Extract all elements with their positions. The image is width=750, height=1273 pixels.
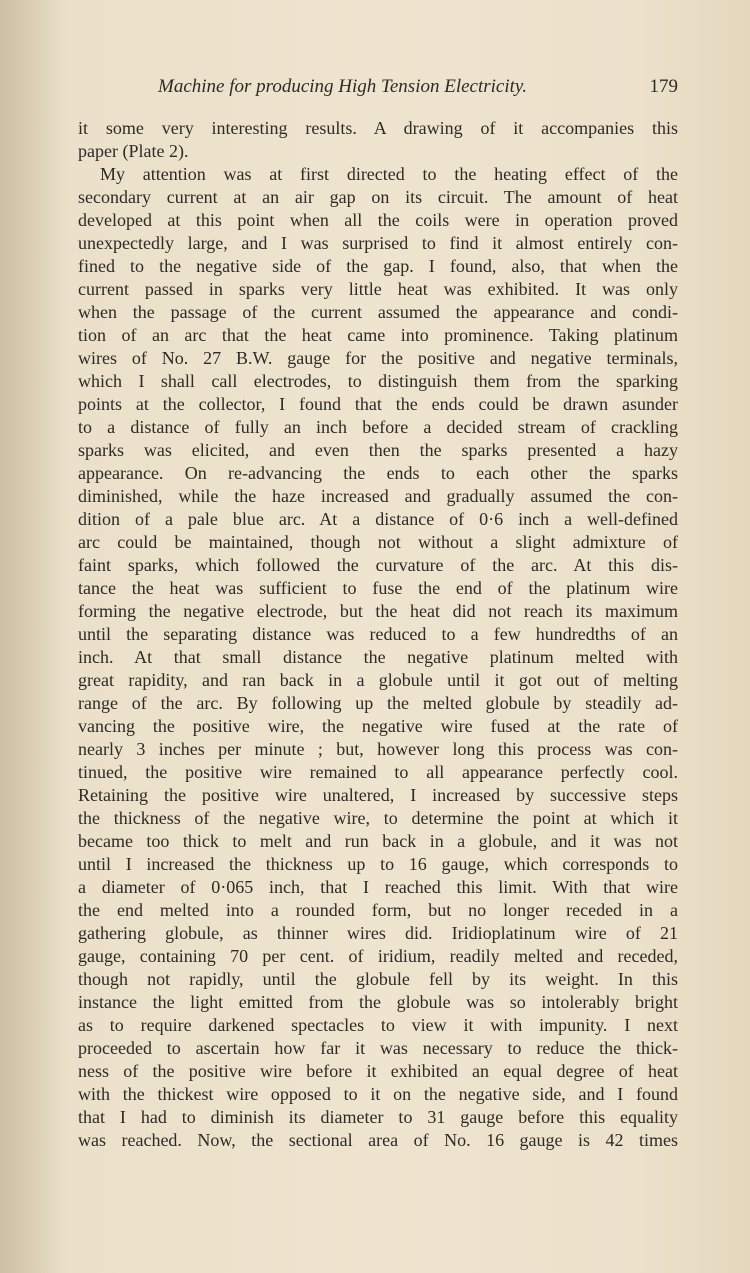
text-line: arc could be maintained, though not without a slight admixture of [78,532,678,552]
text-line: which I shall call electrodes, to distinguish them from the sparking [78,371,678,391]
text-line: points at the collector, I found that the ends could be drawn asunder [78,394,678,414]
text-line: became too thick to melt and run back in a globule, and it was not [78,831,678,851]
running-title: Machine for producing High Tension Electricity. [158,76,528,97]
text-line: current passed in sparks very little heat was exhibited. It was only [78,279,678,299]
text-line: it some very interesting results. A drawing of it accompanies this [78,118,678,138]
text-line: to a distance of fully an inch before a decided stream of crackling [78,417,678,437]
text-line: ness of the positive wire before it exhibited an equal degree of heat [78,1061,678,1081]
text-line: inch. At that small distance the negative platinum melted with [78,647,678,667]
text-line: sparks was elicited, and even then the sparks presented a hazy [78,440,678,460]
text-line: as to require darkened spectacles to view it with impunity. I next [78,1015,678,1035]
text-line: My attention was at first directed to the heating effect of the [100,164,678,184]
gutter-shadow [0,0,70,1273]
text-line: range of the arc. By following up the melted globule by steadily ad- [78,693,678,713]
text-line: when the passage of the current assumed the appearance and condi- [78,302,678,322]
text-line: gauge, containing 70 per cent. of iridium, readily melted and receded, [78,946,678,966]
text-line: great rapidity, and ran back in a globule until it got out of melting [78,670,678,690]
text-line: though not rapidly, until the globule fell by its weight. In this [78,969,678,989]
running-head [78,76,678,102]
text-line: until the separating distance was reduced to a few hundredths of an [78,624,678,644]
page-number: 179 [649,76,678,97]
text-line: unexpectedly large, and I was surprised to find it almost entirely con- [78,233,678,253]
body-text [78,117,678,1152]
text-line: vancing the positive wire, the negative wire fused at the rate of [78,716,678,736]
text-line: nearly 3 inches per minute ; but, however long this process was con- [78,739,678,759]
text-line: proceeded to ascertain how far it was necessary to reduce the thick- [78,1038,678,1058]
text-line: appearance. On re-advancing the ends to each other the sparks [78,463,678,483]
text-line: fined to the negative side of the gap. I found, also, that when the [78,256,678,276]
text-line: the end melted into a rounded form, but no longer receded in a [78,900,678,920]
text-line: gathering globule, as thinner wires did. Iridioplatinum wire of 21 [78,923,678,943]
text-line: paper (Plate 2). [78,141,189,161]
text-line: diminished, while the haze increased and gradually assumed the con- [78,486,678,506]
text-line: tinued, the positive wire remained to all appearance perfectly cool. [78,762,678,782]
text-line: until I increased the thickness up to 16 gauge, which corresponds to [78,854,678,874]
text-line: instance the light emitted from the globule was so intolerably bright [78,992,678,1012]
text-line: with the thickest wire opposed to it on the negative side, and I found [78,1084,678,1104]
text-line: Retaining the positive wire unaltered, I increased by successive steps [78,785,678,805]
text-line: the thickness of the negative wire, to determine the point at which it [78,808,678,828]
text-line: tion of an arc that the heat came into prominence. Taking platinum [78,325,678,345]
text-line: developed at this point when all the coils were in operation proved [78,210,678,230]
text-line: faint sparks, which followed the curvature of the arc. At this dis- [78,555,678,575]
text-line: wires of No. 27 B.W. gauge for the positive and negative terminals, [78,348,678,368]
text-line: forming the negative electrode, but the heat did not reach its maximum [78,601,678,621]
text-line: a diameter of 0·065 inch, that I reached this limit. With that wire [78,877,678,897]
text-line: that I had to diminish its diameter to 31 gauge before this equality [78,1107,678,1127]
text-line: was reached. Now, the sectional area of No. 16 gauge is 42 times [78,1130,678,1150]
text-line: dition of a pale blue arc. At a distance of 0·6 inch a well-defined [78,509,678,529]
text-line: tance the heat was sufficient to fuse the end of the platinum wire [78,578,678,598]
text-line: secondary current at an air gap on its circuit. The amount of heat [78,187,678,207]
